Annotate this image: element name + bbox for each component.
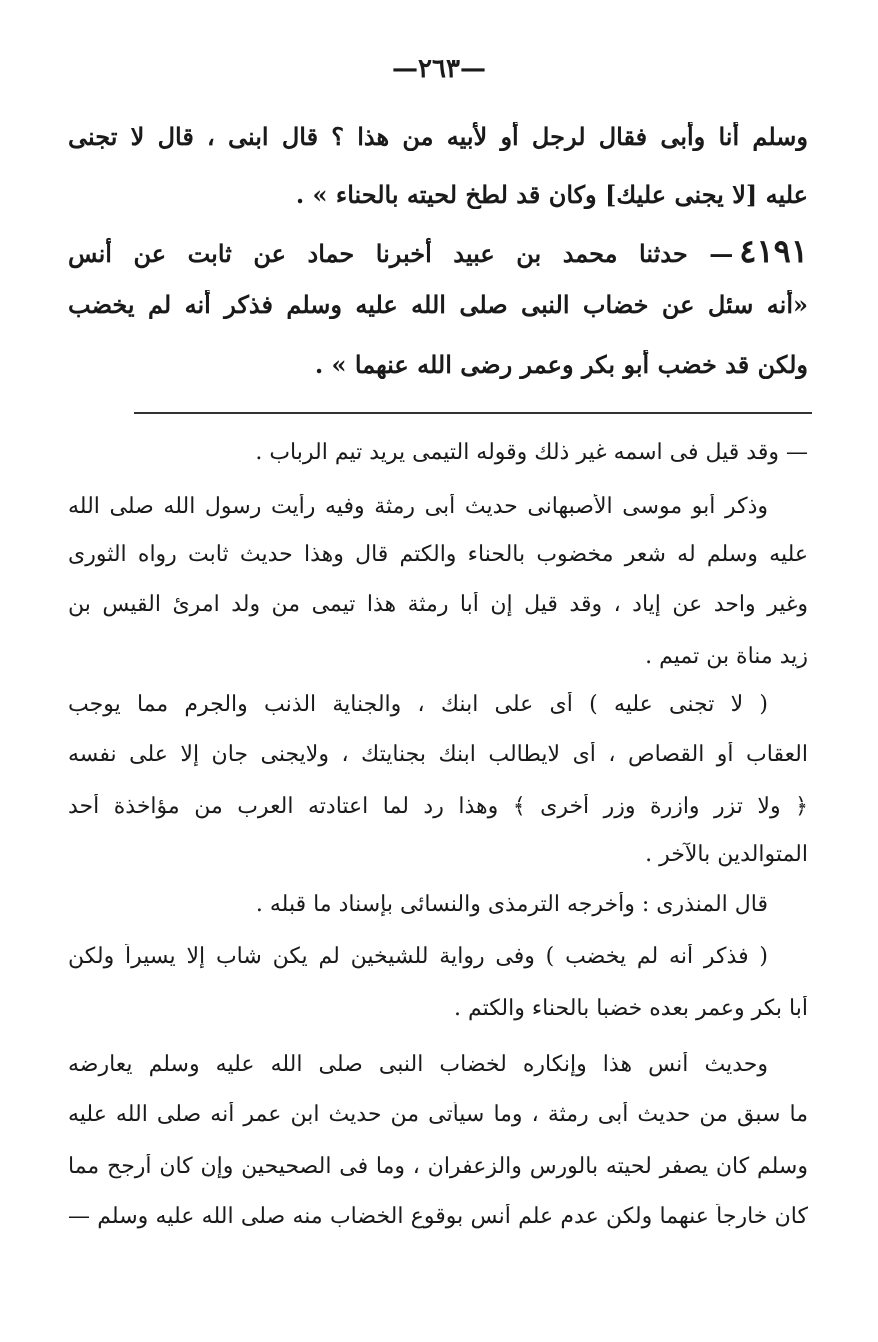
commentary-line: عليه وسلم له شعر مخضوب بالحناء والكتم قال وهذا حديث ثابت رواه الثورى <box>68 542 808 567</box>
hadith-line-5: ولكن قد خضب أبو بكر وعمر رضى الله عنهما » . <box>314 350 808 379</box>
hadith-line-2: عليه [لا يجنى عليك] وكان قد لطخ لحيته بالحناء » . <box>295 180 808 209</box>
hadith-number: ٤١٩١ <box>739 232 808 270</box>
commentary-line: العقاب أو القصاص ، أى لايطالب ابنك بجنايتك ، ولايجنى جان إلا على نفسه <box>68 742 808 767</box>
commentary-line: وذكر أبو موسى الأصبهانى حديث أبى رمثة وفيه رأيت رسول الله صلى الله <box>68 494 768 519</box>
hadith-line-4: «أنه سئل عن خضاب النبى صلى الله عليه وسلم فذكر أنه لم يخضب <box>68 290 808 319</box>
hadith-line-1: وسلم أنا وأبى فقال لرجل أو لأبيه من هذا ؟ قال ابنى ، قال لا تجنى <box>68 122 808 151</box>
commentary-line: قال المنذرى : وأخرجه الترمذى والنسائى بإسناد ما قبله . <box>255 892 768 917</box>
hadith-isnad: — حدثنا محمد بن عبيد أخبرنا حماد عن ثابت عن أنس <box>68 239 734 268</box>
commentary-line: ( فذكر أنه لم يخضب ) وفى رواية للشيخين لم يكن شاب إلا يسيراً ولكن <box>68 944 768 969</box>
commentary-line: زيد مناة بن تميم . <box>645 644 808 669</box>
commentary-line: المتوالدين بالآخر . <box>645 842 808 867</box>
commentary-line: وحديث أنس هذا وإنكاره لخضاب النبى صلى الله عليه وسلم يعارضه <box>68 1052 768 1077</box>
section-divider <box>134 412 812 414</box>
commentary-line: أبا بكر وعمر بعده خضبا بالحناء والكتم . <box>453 996 808 1021</box>
commentary-line: ﴿ ولا تزر وازرة وزر أخرى ﴾ وهذا رد لما اعتادته العرب من مؤاخذة أحد <box>68 794 808 819</box>
commentary-line: — وقد قيل فى اسمه غير ذلك وقوله التيمى يريد تيم الرباب . <box>255 440 808 465</box>
commentary-line: ( لا تجنى عليه ) أى على ابنك ، والجناية الذنب والجرم مما يوجب <box>68 692 768 717</box>
hadith-line-3 <box>68 232 808 270</box>
commentary-line: وغير واحد عن إياد ، وقد قيل إن أبا رمثة هذا تيمى من ولد امرئ القيس بن <box>68 592 808 617</box>
commentary-line: وسلم كان يصفر لحيته بالورس والزعفران ، وما فى الصحيحين وإن كان أرجح مما <box>68 1154 808 1179</box>
page-number: —٢٦٣— <box>392 54 486 84</box>
commentary-line: كان خارجاً عنهما ولكن عدم علم أنس بوقوع الخضاب منه صلى الله عليه وسلم — <box>68 1204 808 1229</box>
commentary-line: ما سبق من حديث أبى رمثة ، وما سيأتى من حديث ابن عمر أنه صلى الله عليه <box>68 1102 808 1127</box>
